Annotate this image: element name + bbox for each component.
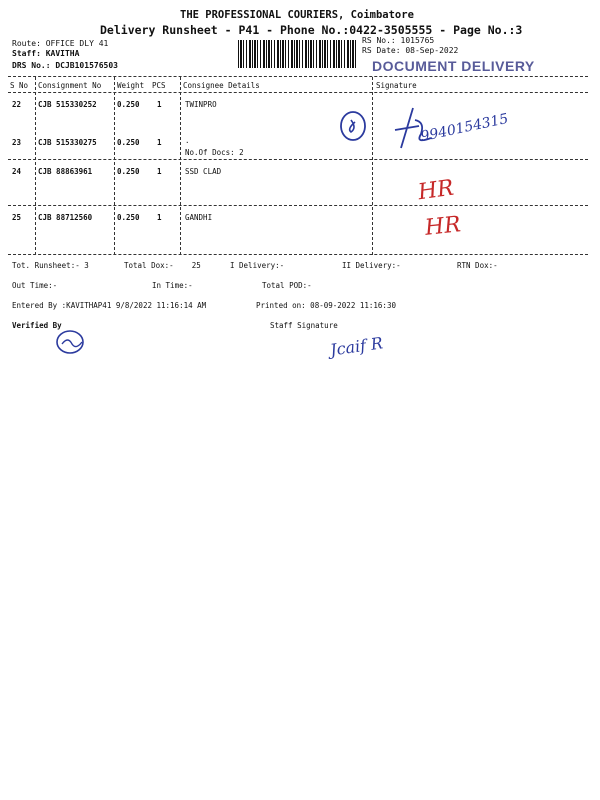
col-consignment: Consignment No xyxy=(38,81,102,90)
table-row-pcs: 1 xyxy=(157,213,162,222)
table-row-consignee: GANDHI xyxy=(185,213,213,222)
out-time: Out Time:- xyxy=(12,281,58,290)
i-delivery: I Delivery:- xyxy=(230,261,285,270)
table-bottom-rule xyxy=(8,254,588,255)
table-row-consignment: CJB 88863961 xyxy=(38,167,93,176)
total-pod: Total POD:- xyxy=(262,281,312,290)
table-row-pcs: 1 xyxy=(157,100,162,109)
document-delivery-stamp: DOCUMENT DELIVERY xyxy=(372,58,535,74)
table-row-pcs: 1 xyxy=(157,138,162,147)
table-row-consignment: CJB 515330275 xyxy=(38,138,97,147)
entered-by: Entered By :KAVITHAP41 9/8/2022 11:16:14 AM xyxy=(12,301,207,310)
table-row-sno: 24 xyxy=(12,167,22,176)
col-consignee: Consignee Details xyxy=(183,81,260,90)
verified-by-label: Verified By xyxy=(12,321,62,330)
col-pcs: PCS xyxy=(152,81,166,90)
rs-date: RS Date: 08-Sep-2022 xyxy=(362,46,459,55)
verifier-signature-mark xyxy=(52,326,92,358)
handwritten-initials: HR xyxy=(423,212,462,241)
total-runsheet: Tot. Runsheet:- 3 xyxy=(12,261,89,270)
col-signature: Signature xyxy=(376,81,417,90)
staff-signature-label: Staff Signature xyxy=(270,321,338,330)
staff-signature-mark: Jcaif R xyxy=(328,333,385,360)
drs-number: DRS No.: DCJB101576503 xyxy=(12,61,118,70)
rs-number: RS No.: 1015765 xyxy=(362,36,435,45)
total-dox: Total Dox:- 25 xyxy=(124,261,201,270)
rtn-dox: RTN Dox:- xyxy=(457,261,498,270)
col-divider xyxy=(372,77,373,255)
col-divider xyxy=(35,77,36,255)
col-divider xyxy=(180,77,181,255)
in-time: In Time:- xyxy=(152,281,193,290)
table-row-weight: 0.250 xyxy=(117,167,140,176)
company-name: THE PROFESSIONAL COURIERS, Coimbatore xyxy=(180,9,414,21)
table-row-pcs: 1 xyxy=(157,167,162,176)
row-divider xyxy=(8,205,588,206)
table-row-sno: 25 xyxy=(12,213,22,222)
circled-signature-mark xyxy=(335,108,375,148)
table-header-rule xyxy=(8,92,588,93)
table-top-rule xyxy=(8,76,588,77)
handwritten-phone-number: 9940154315 xyxy=(419,110,510,146)
ii-delivery: II Delivery:- xyxy=(342,261,401,270)
handwritten-initials: HR xyxy=(416,175,456,206)
table-row-weight: 0.250 xyxy=(117,100,140,109)
table-row-weight: 0.250 xyxy=(117,213,140,222)
col-divider xyxy=(114,77,115,255)
table-row-weight: 0.250 xyxy=(117,138,140,147)
staff-label: Staff: KAVITHA xyxy=(12,49,80,58)
table-row-consignee: SSD CLAD xyxy=(185,167,222,176)
row-divider xyxy=(8,159,588,160)
table-row-sno: 23 xyxy=(12,138,22,147)
table-row-consignment: CJB 515330252 xyxy=(38,100,97,109)
col-weight: Weight xyxy=(117,81,145,90)
printed-on: Printed on: 08-09-2022 11:16:30 xyxy=(256,301,396,310)
barcode-image xyxy=(238,40,358,68)
table-row-sno: 22 xyxy=(12,100,22,109)
route-label: Route: OFFICE DLY 41 xyxy=(12,39,109,48)
table-row-doc-count: No.Of Docs: 2 xyxy=(185,148,244,157)
table-row-consignment: CJB 88712560 xyxy=(38,213,93,222)
table-row-consignee: . xyxy=(185,136,190,145)
col-sno: S No xyxy=(10,81,29,90)
runsheet-title: Delivery Runsheet - P41 - Phone No.:0422-3505555 - Page No.:3 xyxy=(100,23,523,37)
table-row-consignee: TWINPRO xyxy=(185,100,217,109)
